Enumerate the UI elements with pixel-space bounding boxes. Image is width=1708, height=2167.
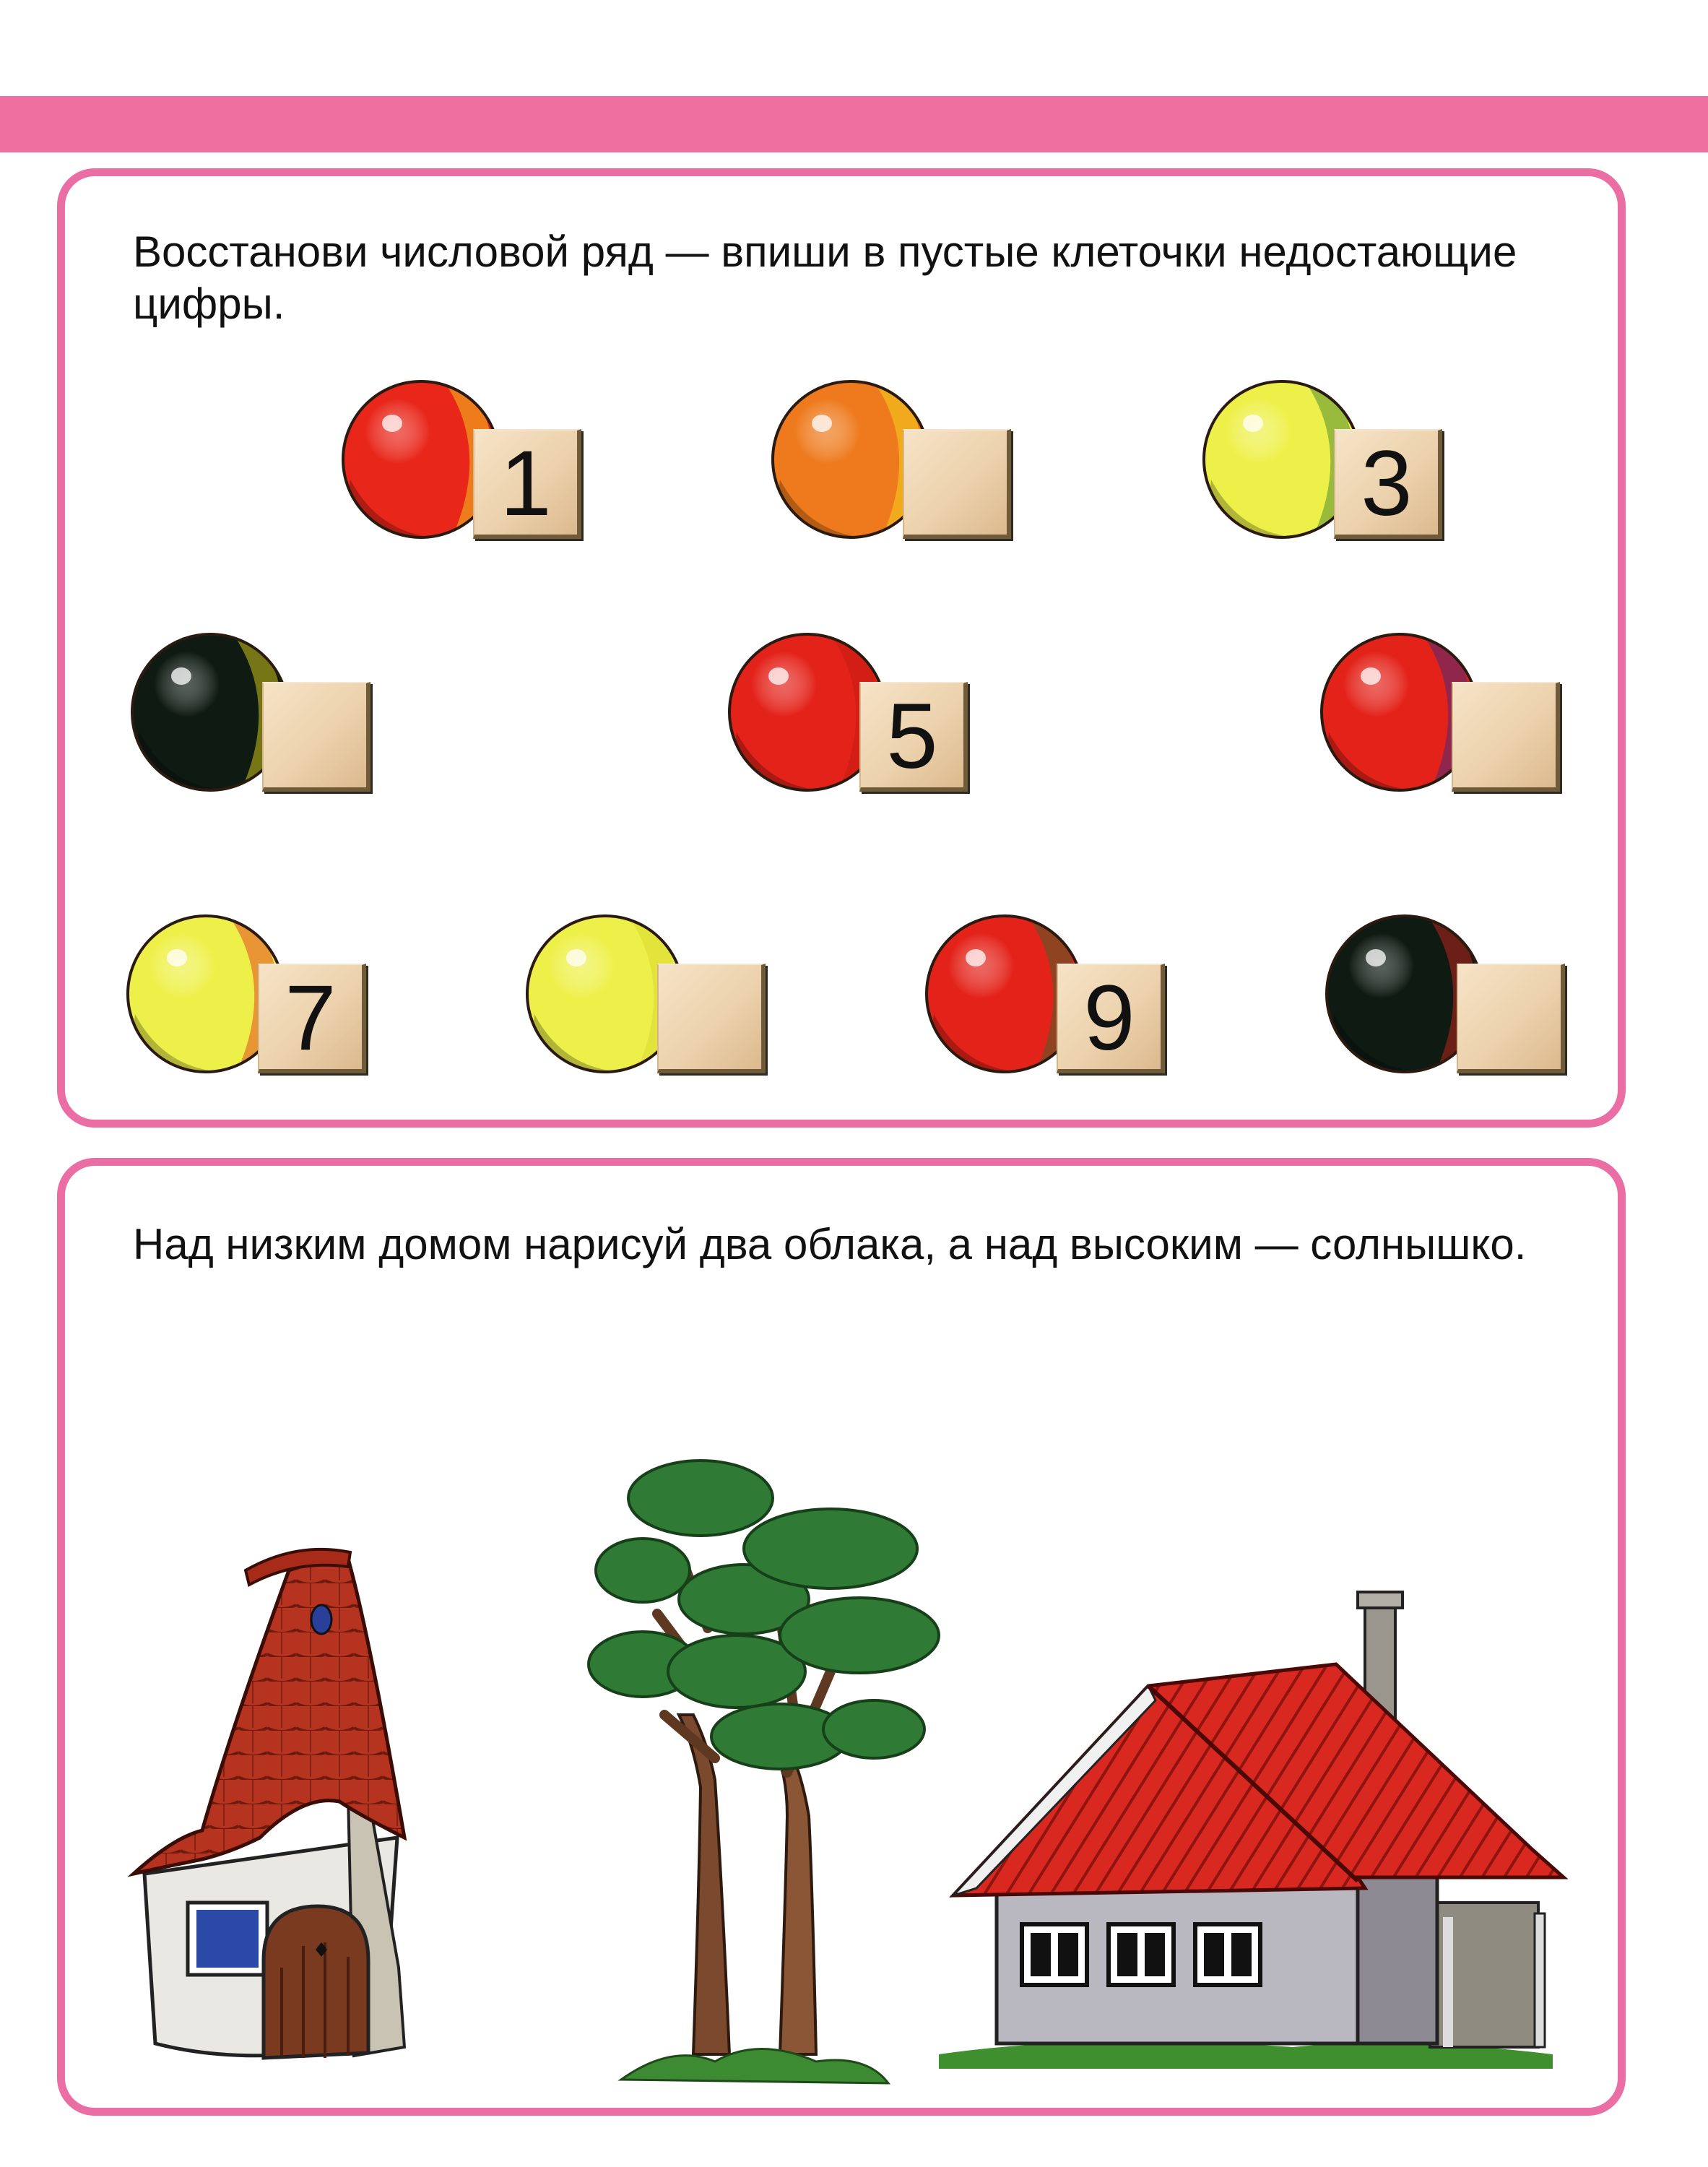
number-box: 9 [1057, 964, 1165, 1073]
ball-item-4 [125, 624, 370, 812]
task-houses-panel [57, 1158, 1626, 2116]
ball-item-10 [1319, 906, 1565, 1094]
number-box: 5 [859, 682, 968, 792]
ball-item-7 [121, 906, 366, 1094]
top-color-band [0, 96, 1708, 152]
empty-number-box[interactable] [1452, 682, 1560, 792]
task-houses-instruction: Над низким домом нарисуй два облака, а над высоким — солнышко. [133, 1220, 1527, 1268]
houses-scene [65, 1166, 1618, 2108]
number-box: 3 [1334, 429, 1442, 539]
tall-house [134, 1549, 404, 2058]
ball-item-3 [1197, 371, 1442, 559]
ball-item-6 [1314, 624, 1560, 812]
number-box: 1 [473, 429, 581, 539]
empty-number-box[interactable] [657, 964, 766, 1073]
task-number-series-panel [57, 168, 1626, 1128]
ball-item-5 [722, 624, 968, 812]
trees [589, 1461, 939, 2083]
ball-item-1 [336, 371, 581, 559]
task-number-series-instruction: Восстанови числовой ряд — впиши в пустые клеточки недостающие цифры. [133, 228, 1517, 328]
empty-number-box[interactable] [903, 429, 1011, 539]
ball-item-9 [919, 906, 1165, 1094]
ball-item-2 [766, 371, 1011, 559]
empty-number-box[interactable] [1457, 964, 1565, 1073]
number-box: 7 [258, 964, 366, 1073]
empty-number-box[interactable] [262, 682, 370, 792]
low-house [939, 1592, 1564, 2069]
ball-item-8 [520, 906, 766, 1094]
